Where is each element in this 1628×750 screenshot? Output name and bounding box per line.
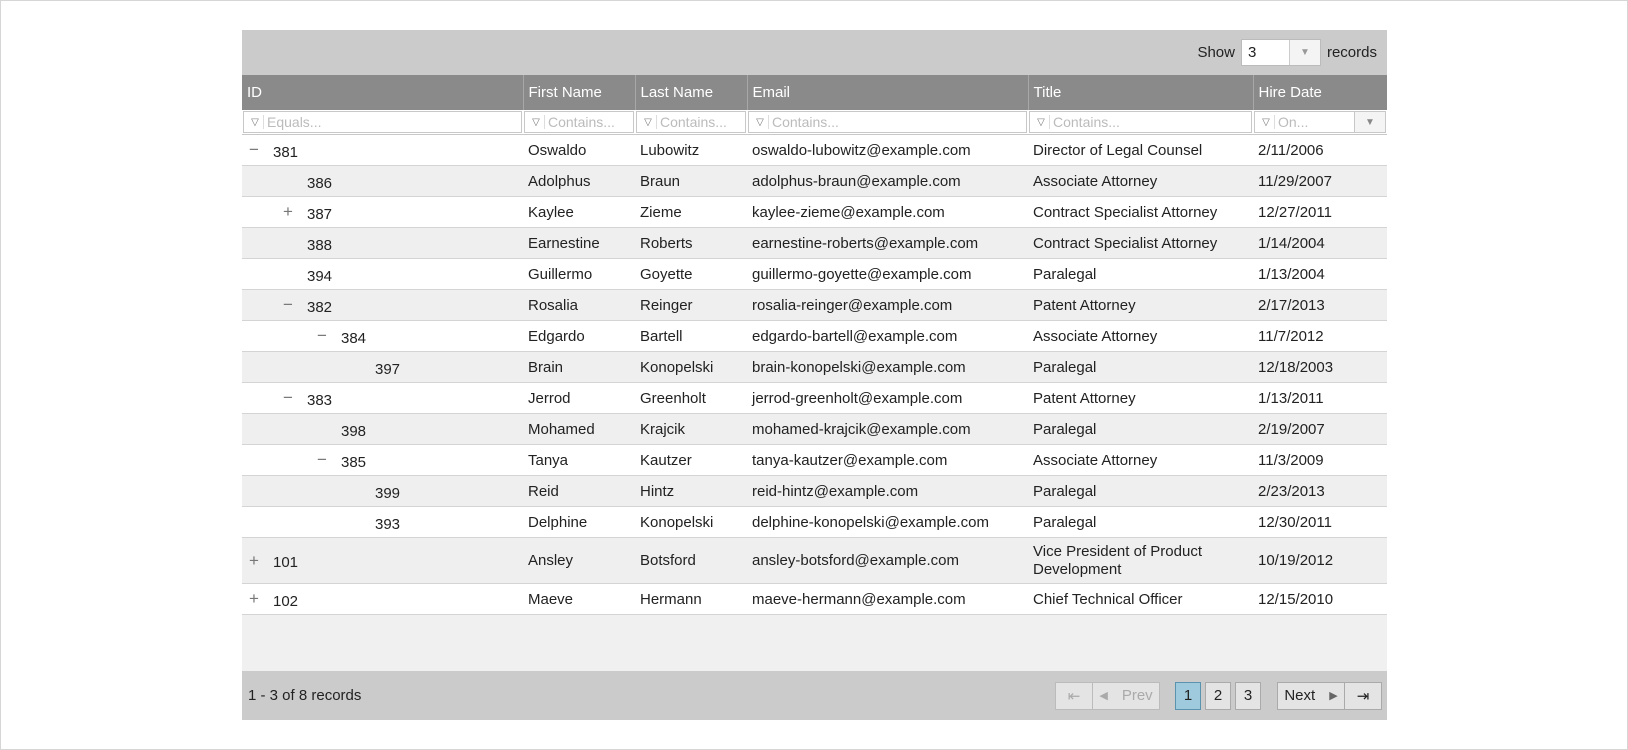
column-header-id[interactable]: ID (242, 75, 523, 110)
cell-id (242, 166, 523, 197)
cell-hire-date: 12/15/2010 (1253, 584, 1387, 615)
cell-email: oswaldo-lubowitz@example.com (747, 135, 1028, 166)
cell-id (242, 259, 523, 290)
row-id: 382 (307, 298, 333, 316)
filter-email-input[interactable]: ▽ Contains... (748, 111, 1027, 133)
table-row[interactable] (242, 538, 1387, 584)
filter-title-input[interactable]: ▽ Contains... (1029, 111, 1252, 133)
chevron-down-icon[interactable]: ▼ (1289, 40, 1320, 65)
cell-title: Associate Attorney (1028, 445, 1253, 476)
table-row[interactable] (242, 584, 1387, 615)
cell-first-name: Jerrod (523, 383, 635, 414)
cell-last-name: Hermann (635, 584, 747, 615)
cell-last-name: Konopelski (635, 352, 747, 383)
cell-title: Director of Legal Counsel (1028, 135, 1253, 166)
cell-last-name: Roberts (635, 228, 747, 259)
column-header-last-name[interactable]: Last Name (635, 75, 747, 110)
cell-last-name: Greenholt (635, 383, 747, 414)
column-header-hire-date[interactable]: Hire Date (1253, 75, 1387, 110)
prev-page-button[interactable]: ◀ Prev (1092, 682, 1160, 710)
cell-hire-date: 2/11/2006 (1253, 135, 1387, 166)
cell-hire-date: 10/19/2012 (1253, 538, 1387, 584)
cell-id (242, 476, 523, 507)
collapse-icon[interactable]: − (283, 295, 293, 314)
cell-hire-date: 11/29/2007 (1253, 166, 1387, 197)
filter-icon: ▽ (752, 115, 769, 129)
table-row[interactable] (242, 259, 1387, 290)
cell-email: brain-konopelski@example.com (747, 352, 1028, 383)
expand-icon[interactable]: + (249, 550, 259, 570)
cell-last-name: Lubowitz (635, 135, 747, 166)
row-id: 394 (307, 267, 333, 285)
cell-id (242, 383, 523, 414)
filter-last-name-input[interactable]: ▽ Contains... (636, 111, 746, 133)
cell-first-name: Kaylee (523, 197, 635, 228)
cell-first-name: Rosalia (523, 290, 635, 321)
cell-hire-date: 2/23/2013 (1253, 476, 1387, 507)
cell-id (242, 197, 523, 228)
collapse-icon[interactable]: − (317, 450, 327, 469)
cell-hire-date: 11/3/2009 (1253, 445, 1387, 476)
cell-last-name: Zieme (635, 197, 747, 228)
cell-first-name: Delphine (523, 507, 635, 538)
expand-icon[interactable]: + (249, 589, 259, 608)
grid-toolbar (242, 30, 1387, 75)
pager (1055, 682, 1381, 710)
cell-email: jerrod-greenholt@example.com (747, 383, 1028, 414)
cell-first-name: Edgardo (523, 321, 635, 352)
page-numbers (1175, 682, 1261, 710)
cell-hire-date: 2/19/2007 (1253, 414, 1387, 445)
page-3-button[interactable]: 3 (1235, 682, 1261, 710)
table-row[interactable] (242, 414, 1387, 445)
cell-hire-date: 12/30/2011 (1253, 507, 1387, 538)
table-row[interactable] (242, 445, 1387, 476)
row-id: 399 (375, 484, 401, 502)
cell-email: edgardo-bartell@example.com (747, 321, 1028, 352)
filter-icon: ▽ (1258, 115, 1275, 129)
row-id: 383 (307, 391, 333, 409)
records-label: records (1326, 44, 1377, 61)
cell-last-name: Bartell (635, 321, 747, 352)
tree-grid (242, 30, 1387, 720)
caret-right-icon: ▶ (1329, 690, 1338, 702)
cell-email: delphine-konopelski@example.com (747, 507, 1028, 538)
cell-email: adolphus-braun@example.com (747, 166, 1028, 197)
table-row[interactable] (242, 321, 1387, 352)
cell-id (242, 507, 523, 538)
cell-title: Patent Attorney (1028, 290, 1253, 321)
filter-icon: ▽ (247, 115, 264, 129)
cell-email: rosalia-reinger@example.com (747, 290, 1028, 321)
cell-id (242, 290, 523, 321)
cell-first-name: Oswaldo (523, 135, 635, 166)
first-page-button[interactable] (1055, 682, 1093, 710)
filter-icon: ▽ (528, 115, 545, 129)
cell-last-name: Kautzer (635, 445, 747, 476)
cell-last-name: Konopelski (635, 507, 747, 538)
column-header-email[interactable]: Email (747, 75, 1028, 110)
cell-hire-date: 12/27/2011 (1253, 197, 1387, 228)
collapse-icon[interactable]: − (317, 326, 327, 345)
cell-id (242, 228, 523, 259)
cell-first-name: Mohamed (523, 414, 635, 445)
table-row[interactable] (242, 507, 1387, 538)
row-id: 101 (273, 553, 299, 571)
row-id: 384 (341, 329, 367, 347)
cell-id (242, 321, 523, 352)
records-summary: 1 - 3 of 8 records (248, 687, 362, 704)
cell-title: Paralegal (1028, 476, 1253, 507)
show-label: Show (1197, 44, 1235, 61)
cell-email: mohamed-krajcik@example.com (747, 414, 1028, 445)
table-row[interactable] (242, 352, 1387, 383)
cell-id (242, 352, 523, 383)
cell-title: Paralegal (1028, 352, 1253, 383)
cell-first-name: Maeve (523, 584, 635, 615)
last-page-button[interactable] (1344, 682, 1382, 710)
header-row (242, 75, 1387, 110)
page-size-value: 3 (1247, 44, 1257, 61)
cell-last-name: Reinger (635, 290, 747, 321)
row-id: 386 (307, 174, 333, 192)
cell-hire-date: 1/13/2004 (1253, 259, 1387, 290)
cell-hire-date: 1/13/2011 (1253, 383, 1387, 414)
page-2-button[interactable]: 2 (1205, 682, 1231, 710)
first-page-icon: ⇤ (1067, 687, 1081, 705)
grid-body (242, 135, 1387, 615)
row-id: 393 (375, 515, 401, 533)
cell-hire-date: 1/14/2004 (1253, 228, 1387, 259)
row-id: 387 (307, 205, 333, 223)
row-id: 102 (273, 592, 299, 610)
cell-first-name: Guillermo (523, 259, 635, 290)
last-page-icon: ⇥ (1356, 687, 1370, 705)
cell-title: Vice President of Product Development (1028, 538, 1253, 584)
filter-icon: ▽ (640, 115, 657, 129)
cell-first-name: Reid (523, 476, 635, 507)
row-id: 385 (341, 453, 367, 471)
cell-title: Associate Attorney (1028, 321, 1253, 352)
cell-last-name: Goyette (635, 259, 747, 290)
cell-id (242, 414, 523, 445)
cell-title: Paralegal (1028, 507, 1253, 538)
grid-table (242, 75, 1387, 615)
cell-first-name: Ansley (523, 538, 635, 584)
next-page-button[interactable]: Next ▶ (1277, 682, 1345, 710)
cell-first-name: Brain (523, 352, 635, 383)
table-row[interactable] (242, 135, 1387, 166)
filter-row (242, 110, 1387, 135)
cell-id (242, 584, 523, 615)
collapse-icon[interactable]: − (249, 140, 259, 159)
cell-id (242, 445, 523, 476)
table-row[interactable] (242, 383, 1387, 414)
cell-email: ansley-botsford@example.com (747, 538, 1028, 584)
cell-hire-date: 11/7/2012 (1253, 321, 1387, 352)
cell-last-name: Botsford (635, 538, 747, 584)
cell-first-name: Earnestine (523, 228, 635, 259)
row-id: 388 (307, 236, 333, 254)
table-row[interactable] (242, 166, 1387, 197)
cell-last-name: Hintz (635, 476, 747, 507)
cell-title: Chief Technical Officer (1028, 584, 1253, 615)
cell-hire-date: 12/18/2003 (1253, 352, 1387, 383)
cell-title: Patent Attorney (1028, 383, 1253, 414)
cell-title: Associate Attorney (1028, 166, 1253, 197)
caret-left-icon: ◀ (1099, 690, 1108, 702)
cell-email: maeve-hermann@example.com (747, 584, 1028, 615)
filter-first-name-input[interactable]: ▽ Contains... (524, 111, 634, 133)
cell-email: earnestine-roberts@example.com (747, 228, 1028, 259)
cell-title: Contract Specialist Attorney (1028, 197, 1253, 228)
page-size-select[interactable] (1241, 39, 1321, 66)
column-header-first-name[interactable]: First Name (523, 75, 635, 110)
cell-first-name: Tanya (523, 445, 635, 476)
cell-last-name: Braun (635, 166, 747, 197)
table-row[interactable] (242, 290, 1387, 321)
cell-id (242, 135, 523, 166)
page-1-button[interactable]: 1 (1175, 682, 1201, 710)
row-id: 398 (341, 422, 367, 440)
table-row[interactable] (242, 197, 1387, 228)
cell-title: Paralegal (1028, 414, 1253, 445)
cell-id (242, 538, 523, 584)
cell-last-name: Krajcik (635, 414, 747, 445)
cell-title: Paralegal (1028, 259, 1253, 290)
cell-email: tanya-kautzer@example.com (747, 445, 1028, 476)
grid-footer (242, 671, 1387, 720)
table-row[interactable] (242, 228, 1387, 259)
cell-email: kaylee-zieme@example.com (747, 197, 1028, 228)
cell-first-name: Adolphus (523, 166, 635, 197)
expand-icon[interactable]: + (283, 202, 293, 221)
chevron-down-icon[interactable]: ▼ (1354, 112, 1385, 132)
cell-email: reid-hintz@example.com (747, 476, 1028, 507)
filter-icon: ▽ (1033, 115, 1050, 129)
cell-hire-date: 2/17/2013 (1253, 290, 1387, 321)
filter-hire-date-input[interactable]: ▽ On... ▼ (1254, 111, 1386, 133)
filter-id-input[interactable]: ▽ Equals... (243, 111, 522, 133)
column-header-title[interactable]: Title (1028, 75, 1253, 110)
row-id: 381 (273, 143, 299, 161)
collapse-icon[interactable]: − (283, 388, 293, 407)
cell-title: Contract Specialist Attorney (1028, 228, 1253, 259)
table-row[interactable] (242, 476, 1387, 507)
cell-email: guillermo-goyette@example.com (747, 259, 1028, 290)
row-id: 397 (375, 360, 401, 378)
